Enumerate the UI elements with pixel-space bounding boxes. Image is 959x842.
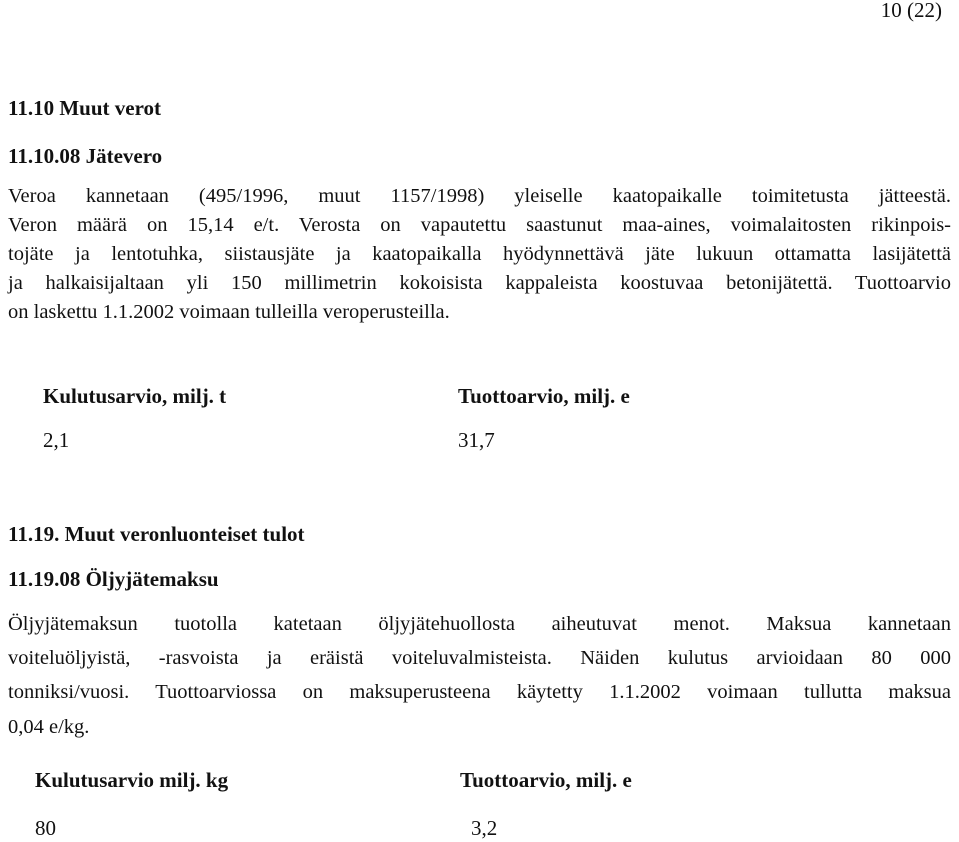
paragraph-line: voiteluöljyistä, -rasvoista ja eräistä voiteluvalmisteista. Näiden kulutus arvioidaan 80 000	[8, 647, 951, 669]
paragraph-line: tojäte ja lentotuhka, siistausjäte ja kaatopaikalla hyödynnettävä jäte lukuun ottamatta lasijätettä	[8, 243, 951, 265]
revenue-estimate-header: Tuottoarvio, milj. e	[458, 384, 630, 408]
paragraph-line: on laskettu 1.1.2002 voimaan tulleilla veroperusteilla.	[8, 301, 450, 323]
paragraph-line: Veron määrä on 15,14 e/t. Verosta on vapautettu saastunut maa-aines, voimalaitosten rikinpois-	[8, 214, 951, 236]
paragraph-line: 0,04 e/kg.	[8, 716, 90, 738]
subsection-heading-jatevero: 11.10.08 Jätevero	[8, 144, 163, 168]
consumption-estimate-value: 2,1	[43, 428, 70, 452]
consumption-estimate-header: Kulutusarvio milj. kg	[35, 768, 229, 792]
revenue-estimate-value: 31,7	[458, 428, 495, 452]
paragraph-line: tonniksi/vuosi. Tuottoarviossa on maksuperusteena käytetty 1.1.2002 voimaan tullutta maksua	[8, 681, 951, 703]
subsection-heading-oljyjatemaksu: 11.19.08 Öljyjätemaksu	[8, 567, 219, 591]
section-heading-muut-verot: 11.10 Muut verot	[8, 96, 162, 120]
consumption-estimate-header: Kulutusarvio, milj. t	[43, 384, 227, 408]
revenue-estimate-header: Tuottoarvio, milj. e	[460, 768, 632, 792]
consumption-estimate-value: 80	[35, 816, 56, 840]
page-number: 10 (22)	[880, 0, 942, 22]
paragraph-line: Öljyjätemaksun tuotolla katetaan öljyjätehuollosta aiheutuvat menot. Maksua kannetaan	[8, 613, 951, 635]
paragraph-line: ja halkaisijaltaan yli 150 millimetrin kokoisista kappaleista koostuvaa betonijätettä. Tuottoarvio	[8, 272, 951, 294]
revenue-estimate-value: 3,2	[471, 816, 498, 840]
section-heading-muut-veronluonteiset-tulot: 11.19. Muut veronluonteiset tulot	[8, 522, 305, 546]
paragraph-line: Veroa kannetaan (495/1996, muut 1157/1998) yleiselle kaatopaikalle toimitetusta jätteestä.	[8, 185, 951, 207]
